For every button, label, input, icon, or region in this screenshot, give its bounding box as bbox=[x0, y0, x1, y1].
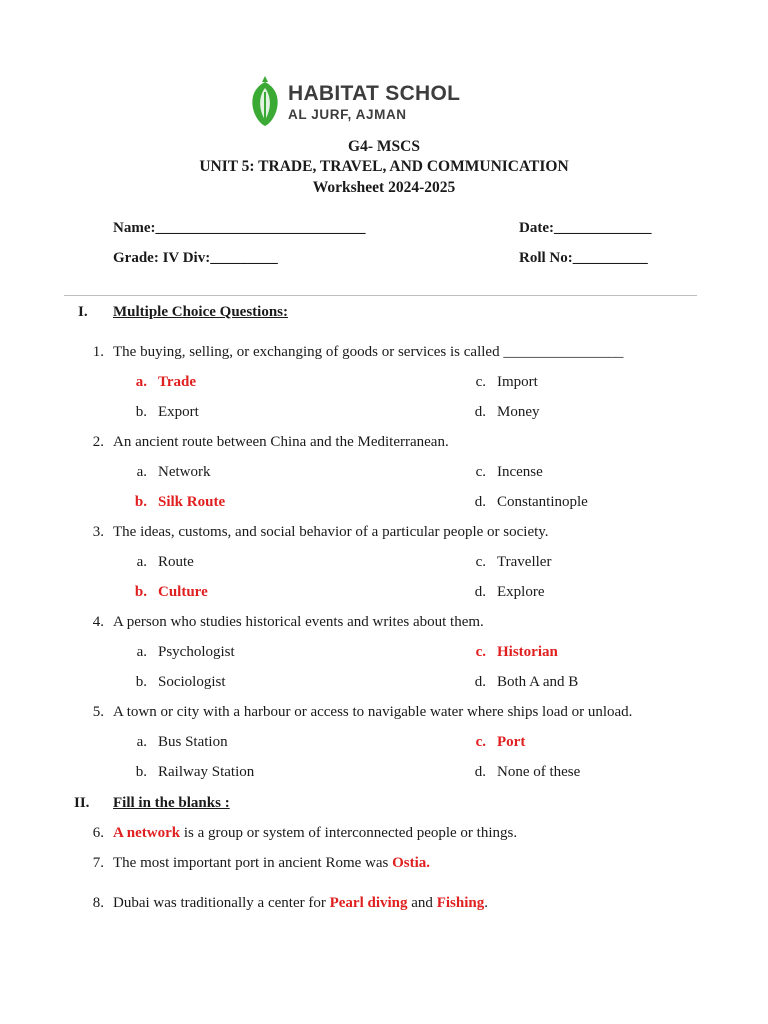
question-number: 1. bbox=[92, 344, 104, 360]
course-code: G4- MSCS bbox=[348, 138, 420, 155]
sentence-text: . bbox=[484, 895, 488, 911]
filled-answer[interactable]: Fishing bbox=[436, 895, 485, 911]
filled-answer[interactable]: A network bbox=[113, 825, 181, 841]
grade-field[interactable]: Grade: IV Div:_________ bbox=[113, 250, 278, 266]
answer-option[interactable]: Psychologist bbox=[158, 644, 235, 660]
unit-title: UNIT 5: TRADE, TRAVEL, AND COMMUNICATION bbox=[199, 158, 569, 175]
date-field[interactable]: Date:_____________ bbox=[519, 220, 652, 236]
question-number: 2. bbox=[92, 434, 104, 450]
correct-answer-option[interactable]: Port bbox=[497, 734, 526, 750]
sentence-text: is a group or system of interconnected people or things. bbox=[180, 825, 518, 841]
question-number: 5. bbox=[92, 704, 104, 720]
option-letter: d. bbox=[474, 494, 486, 510]
fill-blank-sentence bbox=[113, 855, 430, 872]
option-letter: b. bbox=[134, 494, 147, 510]
answer-option[interactable]: Network bbox=[158, 464, 211, 480]
question-number: 4. bbox=[92, 614, 104, 630]
answer-option[interactable]: None of these bbox=[497, 764, 581, 780]
answer-option[interactable]: Both A and B bbox=[497, 674, 579, 690]
filled-answer[interactable]: Pearl diving bbox=[329, 895, 408, 911]
correct-answer-option[interactable]: Silk Route bbox=[158, 494, 226, 510]
sentence-text: and bbox=[407, 895, 437, 911]
option-letter: c. bbox=[475, 464, 486, 480]
answer-option[interactable]: Incense bbox=[497, 464, 543, 480]
option-letter: a. bbox=[136, 554, 147, 570]
filled-answer[interactable]: Ostia. bbox=[392, 855, 431, 871]
question-number: 8. bbox=[92, 895, 104, 911]
option-letter: d. bbox=[474, 674, 486, 690]
section-title: Fill in the blanks : bbox=[113, 795, 230, 811]
fill-blank-sentence bbox=[113, 895, 488, 912]
option-letter: a. bbox=[136, 644, 147, 660]
sentence-text: The most important port in ancient Rome was bbox=[113, 855, 393, 871]
worksheet-year: Worksheet 2024-2025 bbox=[312, 179, 456, 196]
question-text: An ancient route between China and the Mediterranean. bbox=[113, 434, 449, 450]
correct-answer-option[interactable]: Trade bbox=[158, 374, 197, 390]
question-text: A person who studies historical events and writes about them. bbox=[113, 614, 484, 630]
answer-option[interactable]: Import bbox=[497, 374, 538, 390]
fill-blank-sentence bbox=[113, 825, 517, 842]
leaf-logo-icon bbox=[248, 76, 282, 126]
question-number: 3. bbox=[92, 524, 104, 540]
logo-subtitle: AL JURF, AJMAN bbox=[288, 107, 407, 122]
answer-option[interactable]: Bus Station bbox=[158, 734, 228, 750]
answer-option[interactable]: Sociologist bbox=[158, 674, 226, 690]
question-text: A town or city with a harbour or access to navigable water where ships load or unload. bbox=[113, 704, 633, 720]
logo-title: HABITAT SCHOL bbox=[288, 82, 461, 105]
school-logo bbox=[248, 76, 488, 126]
sentence-text: Dubai was traditionally a center for bbox=[113, 895, 330, 911]
answer-option[interactable]: Route bbox=[158, 554, 194, 570]
option-letter: c. bbox=[475, 554, 486, 570]
option-letter: b. bbox=[135, 674, 147, 690]
option-letter: a. bbox=[135, 374, 147, 390]
option-letter: b. bbox=[135, 404, 147, 420]
answer-option[interactable]: Traveller bbox=[497, 554, 552, 570]
option-letter: c. bbox=[475, 734, 486, 750]
option-letter: b. bbox=[134, 584, 147, 600]
option-letter: c. bbox=[475, 374, 486, 390]
question-text: The buying, selling, or exchanging of goods or services is called ________________ bbox=[113, 344, 624, 360]
answer-option[interactable]: Money bbox=[497, 404, 540, 420]
correct-answer-option[interactable]: Culture bbox=[158, 584, 208, 600]
divider bbox=[64, 295, 697, 296]
answer-option[interactable]: Explore bbox=[497, 584, 545, 600]
question-number: 6. bbox=[92, 825, 104, 841]
answer-option[interactable]: Railway Station bbox=[158, 764, 255, 780]
section-number: II. bbox=[74, 795, 90, 811]
option-letter: d. bbox=[474, 404, 486, 420]
option-letter: a. bbox=[136, 464, 147, 480]
option-letter: d. bbox=[474, 584, 486, 600]
answer-option[interactable]: Constantinople bbox=[497, 494, 588, 510]
correct-answer-option[interactable]: Historian bbox=[497, 644, 558, 660]
question-number: 7. bbox=[92, 855, 104, 871]
section-number: I. bbox=[78, 304, 88, 320]
option-letter: c. bbox=[475, 644, 486, 660]
section-title: Multiple Choice Questions: bbox=[113, 304, 288, 320]
option-letter: d. bbox=[474, 764, 486, 780]
answer-option[interactable]: Export bbox=[158, 404, 199, 420]
roll-field[interactable]: Roll No:__________ bbox=[519, 250, 648, 266]
question-text: The ideas, customs, and social behavior of a particular people or society. bbox=[113, 524, 549, 540]
option-letter: a. bbox=[136, 734, 147, 750]
name-field[interactable]: Name:____________________________ bbox=[113, 220, 366, 236]
option-letter: b. bbox=[135, 764, 147, 780]
